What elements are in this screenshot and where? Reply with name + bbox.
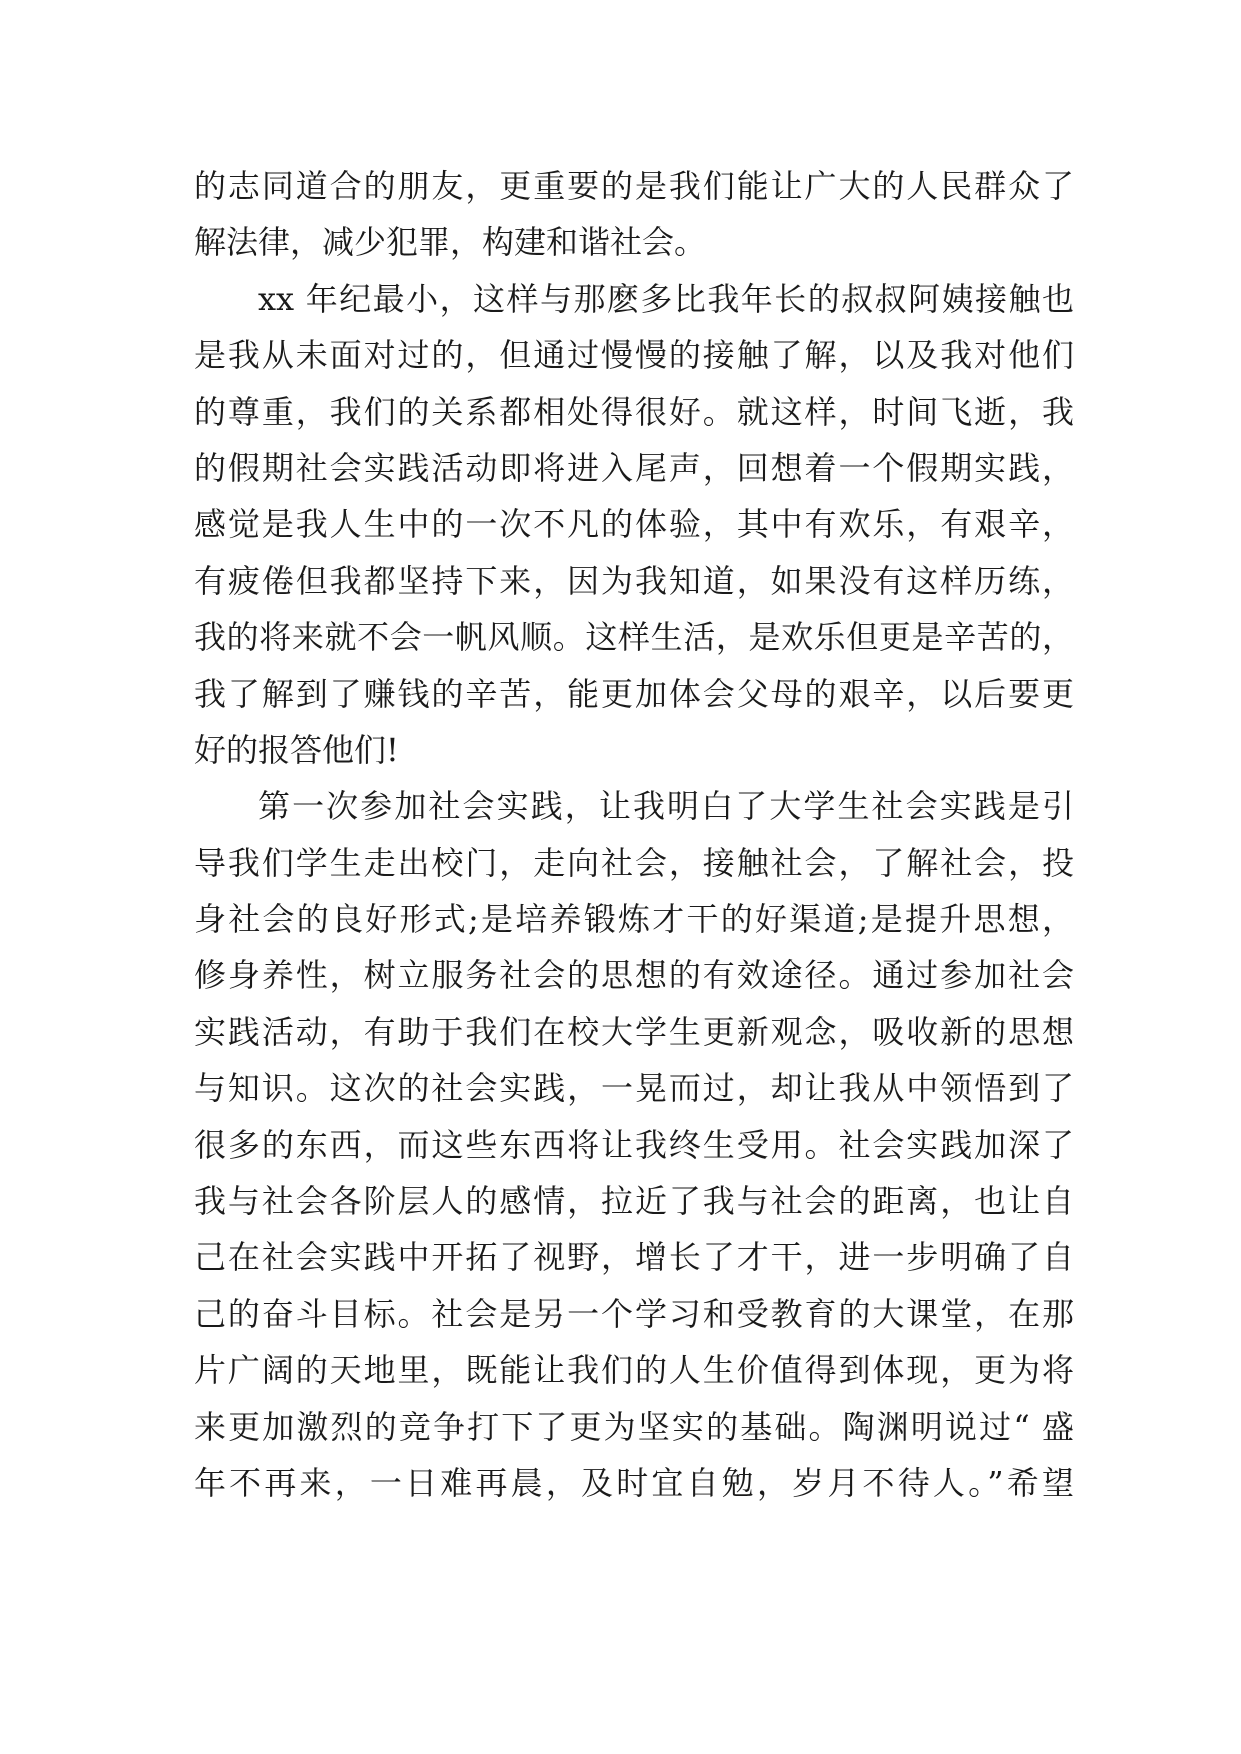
text-line: 修身养性，树立服务社会的思想的有效途径。通过参加社会	[194, 956, 1074, 995]
text-line: 的志同道合的朋友，更重要的是我们能让广大的人民群众了	[194, 167, 1074, 205]
text-line: 我了解到了赚钱的辛苦，能更加体会父母的艰辛，以后要更	[194, 674, 1074, 713]
text-line: 的尊重，我们的关系都相处得很好。就这样，时间飞逝，我	[194, 392, 1074, 431]
text-line: 第一次参加社会实践，让我明白了大学生社会实践是引	[258, 787, 1074, 826]
text-line: 有疲倦但我都坚持下来，因为我知道，如果没有这样历练，	[194, 561, 1074, 600]
text-line: 来更加激烈的竞争打下了更为坚实的基础。陶渊明说过“ 盛	[194, 1407, 1074, 1446]
text-line: 好的报答他们!	[194, 730, 399, 769]
text-line: 我的将来就不会一帆风顺。这样生活，是欢乐但更是辛苦的，	[194, 618, 1074, 657]
text-line: 己的奋斗目标。社会是另一个学习和受教育的大课堂，在那	[194, 1294, 1074, 1333]
text-line: 片广阔的天地里，既能让我们的人生价值得到体现，更为将	[194, 1351, 1074, 1390]
text-line: 己在社会实践中开拓了视野，增长了才干，进一步明确了自	[194, 1238, 1074, 1277]
text-line: 年不再来，一日难再晨，及时宜自勉，岁月不待人。”希望	[194, 1463, 1074, 1502]
text-line: 与知识。这次的社会实践，一晃而过，却让我从中领悟到了	[194, 1069, 1074, 1108]
text-line: 我与社会各阶层人的感情，拉近了我与社会的距离，也让自	[194, 1182, 1074, 1221]
body-text	[194, 158, 1074, 1511]
text-line: xx 年纪最小，这样与那麽多比我年长的叔叔阿姨接触也	[258, 279, 1074, 318]
text-line: 解法律，减少犯罪，构建和谐社会。	[194, 223, 707, 262]
text-line: 实践活动，有助于我们在校大学生更新观念，吸收新的思想	[194, 1012, 1074, 1051]
text-line: 是我从未面对过的，但通过慢慢的接触了解，以及我对他们	[194, 336, 1074, 375]
text-line: 感觉是我人生中的一次不凡的体验，其中有欢乐，有艰辛，	[194, 505, 1074, 544]
text-line: 导我们学生走出校门，走向社会，接触社会，了解社会，投	[194, 843, 1074, 882]
text-line: 身社会的良好形式;是培养锻炼才干的好渠道;是提升思想，	[194, 900, 1074, 939]
text-line: 很多的东西，而这些东西将让我终生受用。社会实践加深了	[194, 1125, 1074, 1164]
text-line: 的假期社会实践活动即将进入尾声，回想着一个假期实践，	[194, 448, 1074, 487]
